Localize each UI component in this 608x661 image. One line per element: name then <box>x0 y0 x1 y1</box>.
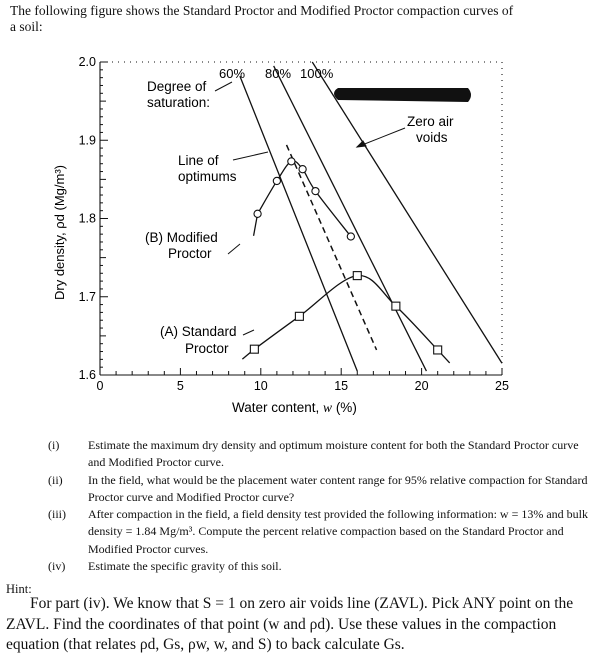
question-item <box>48 506 588 558</box>
degree-label-1: Degree of <box>147 79 207 94</box>
compaction-chart <box>0 50 608 420</box>
standard-pointer <box>243 330 254 335</box>
line-60 <box>240 76 357 371</box>
question-text: Estimate the maximum dry density and optimum moisture content for both the Standard Proctor curve and Modified Proctor curve. <box>88 438 579 470</box>
modified-point <box>299 166 306 173</box>
compaction-curves <box>242 161 449 363</box>
optimums-pointer <box>233 152 268 160</box>
standard-point <box>250 345 258 353</box>
curve-standard-proctor <box>254 276 449 363</box>
x-axis-title: Water content, w (%) <box>232 400 357 415</box>
x-tick-label: 10 <box>253 379 268 393</box>
modified-label-2: Proctor <box>168 246 212 261</box>
question-number: (ii) <box>48 472 63 487</box>
standard-point <box>434 346 442 354</box>
hint-label: Hint: <box>6 582 32 596</box>
question-number: (iii) <box>48 507 66 522</box>
modified-point <box>288 158 295 165</box>
data-markers <box>250 158 441 354</box>
y-tick-label: 1.9 <box>78 133 96 148</box>
intro-line-1: The following figure shows the Standard Proctor and Modified Proctor compaction curves of <box>10 3 514 18</box>
degree-pointer <box>215 82 232 91</box>
zav-label-1: Zero air <box>407 114 454 129</box>
question-text: In the field, what would be the placement water content range for 95% relative compaction for Standard Proctor curve and Modified Proctor curve? <box>88 472 588 504</box>
hint-text: For part (iv). We know that S = 1 on zero air voids line (ZAVL). Pick ANY point on the ZAVL. Find the coordinates of that point (w and ρd). Use these values in the compaction equation (that relates ρd, Gs, ρw, w, and S) to back calculate Gs. <box>6 595 574 653</box>
modified-label-1: (B) Modified <box>145 230 218 245</box>
x-tick-label: 0 <box>96 379 104 393</box>
y-axis-title: Dry density, ρd (Mg/m³) <box>52 164 67 300</box>
optimums-label-1: Line of <box>178 153 219 168</box>
modified-pointer <box>228 244 240 254</box>
question-item <box>48 558 588 575</box>
x-tick-label: 25 <box>495 379 509 393</box>
standard-point <box>295 312 303 320</box>
intro-line-2: a soil: <box>10 19 43 34</box>
question-list <box>48 437 588 575</box>
label-100: 100% <box>300 66 334 81</box>
zav-arrowhead <box>357 141 366 147</box>
y-tick-label: 2.0 <box>78 55 96 69</box>
question-text: After compaction in the field, a field density test provided the following information: w = 13% and bulk density = 1.84 Mg/m³. Compute the percent relative compaction based on the Standard Proctor and Modified Proctor curves. <box>88 507 588 556</box>
question-item <box>48 437 588 472</box>
question-text: Estimate the specific gravity of this soil. <box>88 559 282 574</box>
modified-point <box>312 188 319 195</box>
intro-text <box>10 3 600 35</box>
standard-point <box>392 302 400 310</box>
saturation-lines <box>240 62 502 371</box>
y-tick-label: 1.7 <box>78 289 96 304</box>
standard-label-1: (A) Standard <box>160 324 237 339</box>
question-number: (iv) <box>48 559 66 574</box>
modified-point <box>273 177 280 184</box>
zav-label-2: voids <box>416 130 448 145</box>
optimums-label-2: optimums <box>178 169 237 184</box>
x-tick-label: 15 <box>334 379 349 393</box>
degree-label-2: saturation: <box>147 95 211 110</box>
x-tick-label: 20 <box>414 379 429 393</box>
label-60: 60% <box>219 66 246 81</box>
standard-point <box>353 272 361 280</box>
question-item <box>48 472 588 507</box>
label-80: 80% <box>265 66 292 81</box>
modified-point <box>254 210 261 217</box>
annotation-pointers <box>215 82 405 335</box>
question-number: (i) <box>48 438 60 452</box>
x-tick-label: 5 <box>176 379 184 393</box>
modified-point <box>347 233 354 240</box>
y-tick-label: 1.8 <box>78 211 96 226</box>
redaction-mark <box>334 88 471 102</box>
y-tick-label: 1.6 <box>78 368 96 382</box>
standard-label-2: Proctor <box>185 341 229 356</box>
